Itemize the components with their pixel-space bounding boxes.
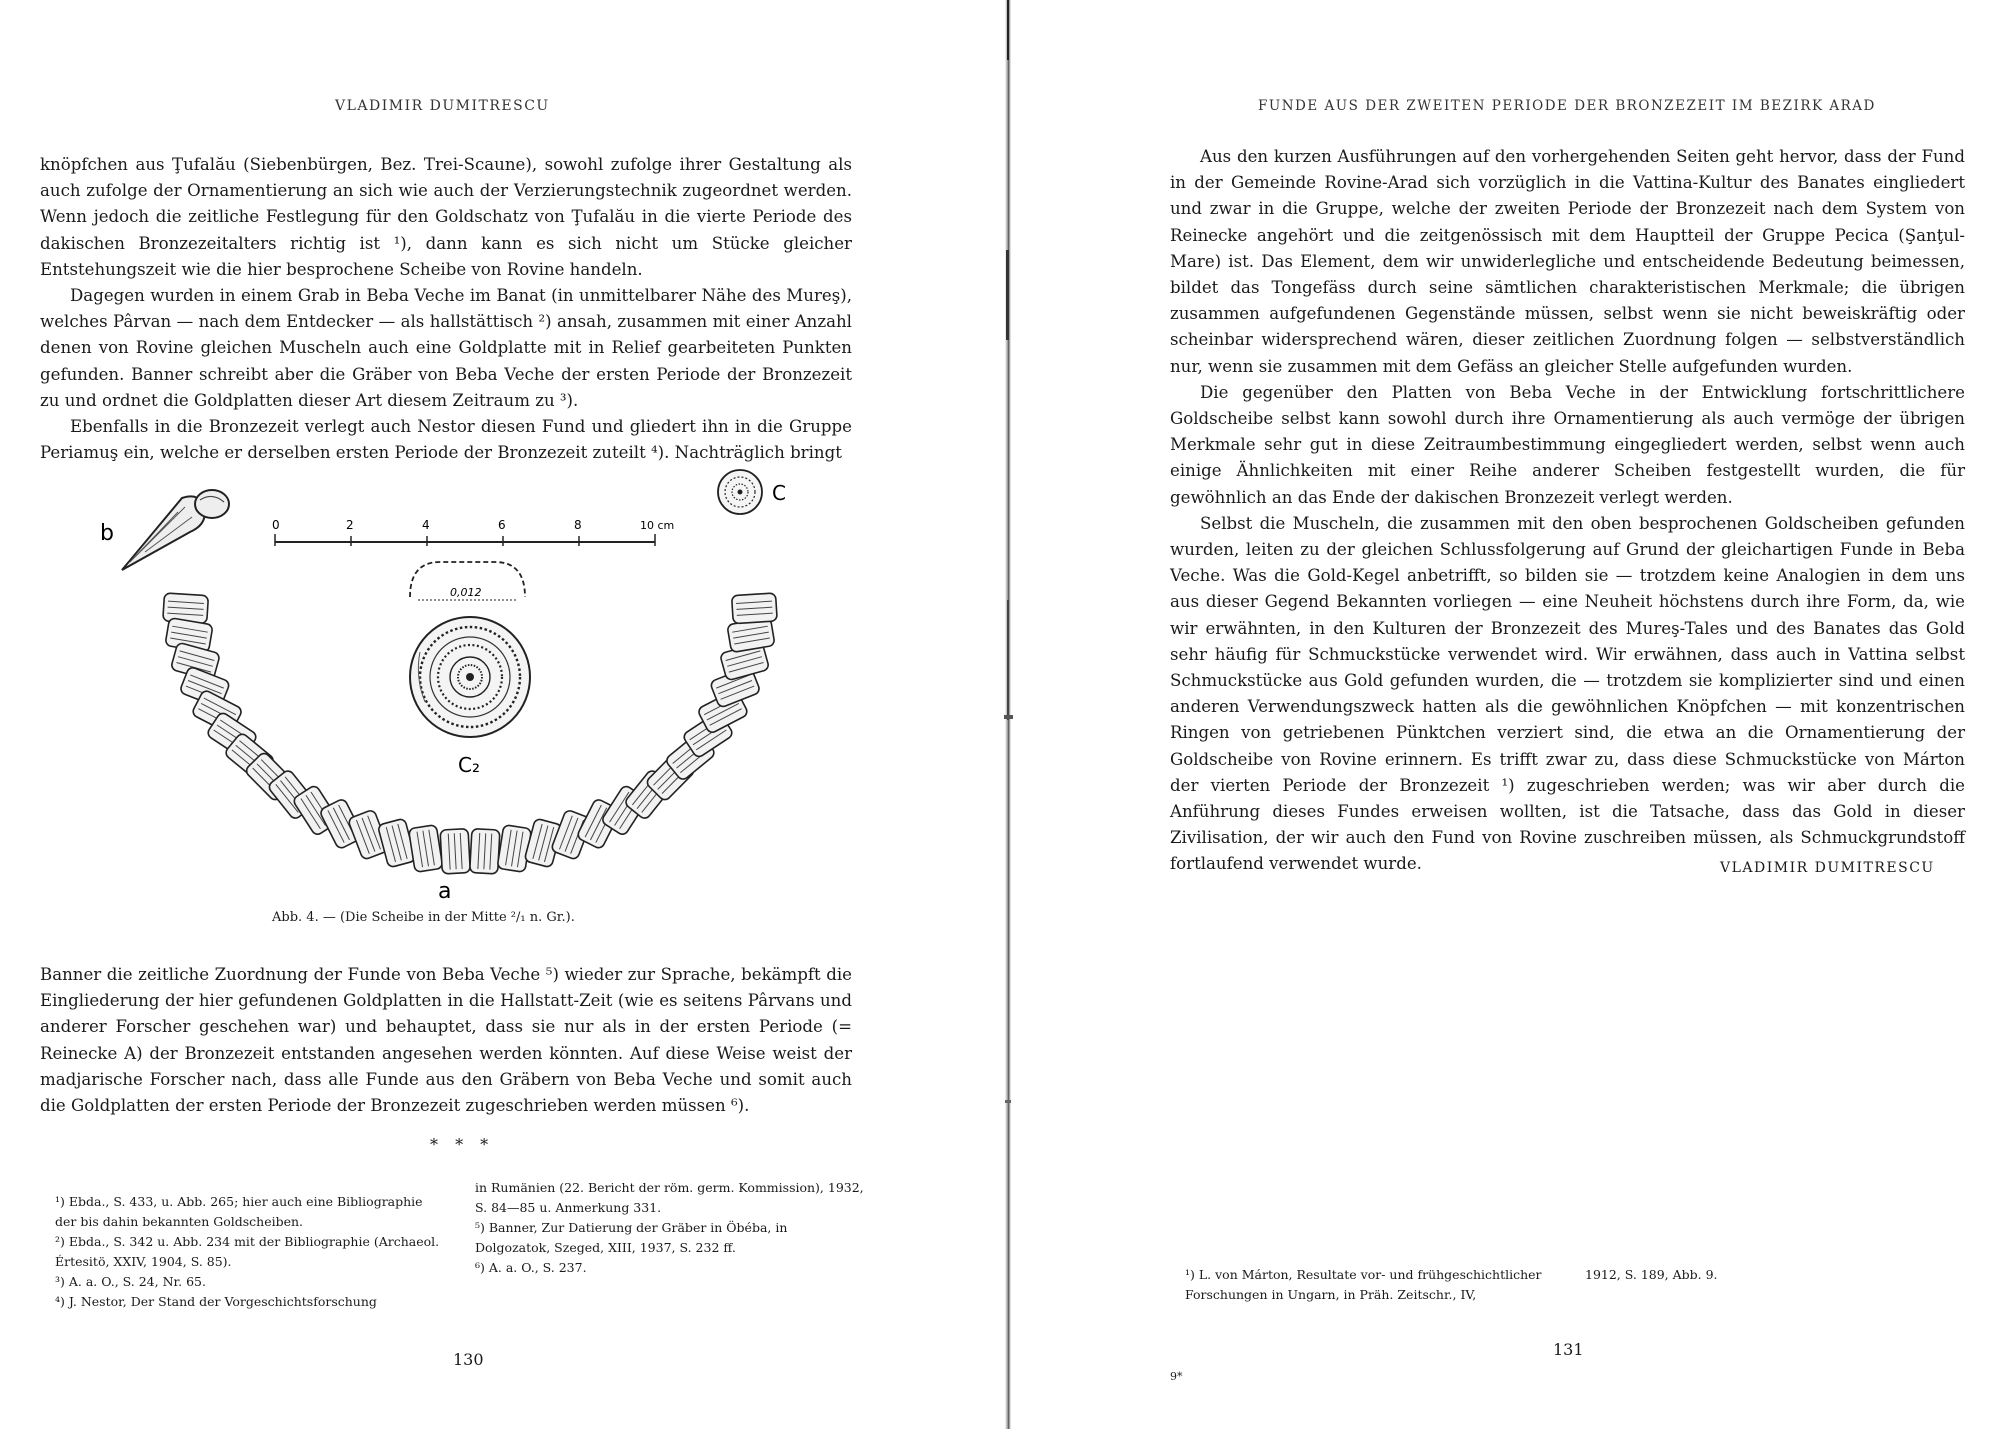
left-body-bottom	[40, 962, 852, 1119]
footnote: ³) A. a. O., S. 24, Nr. 65.	[55, 1274, 206, 1289]
scale-bar	[272, 518, 674, 546]
scale-tick-label: 6	[498, 518, 506, 532]
page-number-left: 130	[453, 1350, 484, 1369]
scale-tick-label: 8	[574, 518, 582, 532]
small-disc-c	[718, 470, 762, 514]
figure-label-c: C	[772, 481, 786, 505]
footnote-text: 1912, S. 189, Abb. 9.	[1585, 1267, 1718, 1282]
signature-mark: 9*	[1170, 1370, 1183, 1383]
paragraph: Dagegen wurden in einem Grab in Beba Veche im Banat (in unmittelbarer Nähe des Mureş), welches Pârvan — nach dem Entdecker — als hallstättisch ²) ansah, zusammen mit einer Anzahl denen von Rovine gleichen Muscheln auch eine Goldplatte mit in Relief gearbeiteten Punkten gefunden. Banner schreibt aber die Gräber von Beba Veche der ersten Periode der Bronzezeit zu und ordnet die Goldplatten dieser Art diesem Zeitraum zu ³).	[40, 286, 852, 410]
paragraph: Selbst die Muscheln, die zusammen mit den oben besprochenen Goldscheiben gefunden wurden, leiten zu der gleichen Schlussfolgerung auf Grund der gleichartigen Funde in Beba Veche. Was die Gold-Kegel anbetrifft, so bilden sie — trotzdem keine Analogien in dem uns aus dieser Gegend Bekannten vorliegen — eine Neuheit höchstens durch ihre Form, da, wie wir erwähnten, in den Kulturen der Bronzezeit des Mureş-Tales und des Banates das Gold sehr häufig für Schmuckstücke verwendet wird. Wir erwähnen, dass auch in Vattina selbst Schmuckstücke aus Gold gefunden wurden, die — trotzdem sie komplizierter sind und einen anderen Verwendungszweck hatten als die gewöhnlichen Knöpfchen — mit konzentrischen Ringen von getriebenen Pünktchen verziert sind, die etwa an die Ornamentierung der Goldscheibe von Rovine erinnern. Es trifft zwar zu, dass diese Schmuckstücke von Márton der vierten Periode der Bronzezeit ¹) zugeschrieben werden; was wir aber durch die Anführung dieses Fundes erweisen wollten, ist die Tatsache, dass das Gold in dieser Zivilisation, der wir auch den Fund von Rovine zuschreiben müssen, als Schmuckgrundstoff fortlaufend verwendet wurde.	[1170, 513, 1965, 874]
paragraph: Banner die zeitliche Zuordnung der Funde von Beba Veche ⁵) wieder zur Sprache, bekämpft die Eingliederung der hier gefundenen Goldplatten in die Hallstatt-Zeit (wie es seitens Pârvans und anderer Forscher geschehen war) und behauptet, dass sie nur als in der ersten Periode (= Reinecke A) der Bronzezeit entstanden angesehen werden könnten. Auf diese Weise weist der madjarische Forscher nach, dass alle Funde aus den Gräbern von Beba Veche und somit auch die Goldplatten der ersten Periode der Bronzezeit zugeschrieben werden müssen ⁶).	[40, 965, 852, 1116]
paragraph: Ebenfalls in die Bronzezeit verlegt auch Nestor diesen Fund und gliedert ihn in die Gruppe Periamuş ein, welche er derselben ersten Periode der Bronzezeit zuteilt ⁴). Nachträglich bringt	[40, 417, 852, 463]
right-page	[1000, 0, 2000, 1429]
right-body	[1170, 144, 1965, 878]
scale-tick-label: 10 cm	[640, 519, 675, 532]
footnote-text: ¹) L. von Márton, Resultate vor- und frühgeschichtlicher Forschungen in Ungarn, in Präh. Zeitschr., IV,	[1185, 1267, 1542, 1302]
paragraph: Die gegenüber den Platten von Beba Veche in der Entwicklung fortschrittlichere Goldscheibe selbst kann sowohl durch ihre Ornamentierung als auch vermöge der übrigen Merkmale sehr gut in diese Zeitraumbestimmung eingegliedert werden, selbst wenn auch einige Ähnlichkeiten mit einer Reihe anderer Scheiben festgestellt wurden, die für gewöhnlich an das Ende der dakischen Bronzezeit verlegt werden.	[1170, 382, 1965, 507]
footnote: ⁶) A. a. O., S. 237.	[475, 1260, 587, 1275]
paragraph: Aus den kurzen Ausführungen auf den vorhergehenden Seiten geht hervor, dass der Fund in der Gemeinde Rovine-Arad sich vorzüglich in die Vattina-Kultur des Banates eingliedert und zwar in die Gruppe, welche der zweiten Periode der Bronzezeit nach dem System von Reinecke angehört und die zeitgenössisch mit dem Hauptteil der Gruppe Pecica (Şanţul-Mare) ist. Das Element, dem wir unwiderlegliche und entscheidende Bedeutung beimessen, bildet das Tongefäss durch seine sämtlichen charakteristischen Merkmale; die übrigen zusammen aufgefundenen Gegenstände müssen, selbst wenn sie nicht beweiskräftig oder scheinbar widersprechend wären, dieser zeitlichen Zuordnung folgen — selbstverständlich nur, wenn sie zusammen mit dem Gefäss an gleicher Stelle aufgefunden wurden.	[1170, 147, 1965, 376]
paragraph: knöpfchen aus Ţufalău (Siebenbürgen, Bez. Trei-Scaune), sowohl zufolge ihrer Gestaltung als auch zufolge der Ornamentierung an sich wie auch der Verzierungstechnik zugeordnet werden. Wenn jedoch die zeitliche Festlegung für den Goldschatz von Ţufalău in die vierte Periode des dakischen Bronzezeitalters richtig ist ¹), dann kann es sich nicht um Stücke gleicher Entstehungszeit wie die hier besprochene Scheibe von Rovine handeln.	[40, 155, 852, 279]
footnote-right-col1	[1185, 1265, 1575, 1305]
scale-tick-label: 4	[422, 518, 430, 532]
footnote-right-col2	[1585, 1265, 1785, 1285]
figure-label-a: a	[438, 879, 452, 902]
section-stars: * * *	[430, 1135, 495, 1154]
gold-cone-b	[122, 490, 229, 570]
author-signature: VLADIMIR DUMITRESCU	[1720, 860, 1935, 876]
scale-tick-label: 0	[272, 518, 280, 532]
running-head-right: FUNDE AUS DER ZWEITEN PERIODE DER BRONZEZEIT IM BEZIRK ARAD	[1258, 98, 1876, 114]
running-head-left: VLADIMIR DUMITRESCU	[335, 98, 550, 114]
footnote: ²) Ebda., S. 342 u. Abb. 234 mit der Bibliographie (Archaeol. Értesitö, XXIV, 1904, S. 85).	[55, 1234, 440, 1269]
left-body-top	[40, 152, 852, 466]
figure-label-b: b	[100, 521, 114, 546]
figure-label-c2: C₂	[458, 753, 480, 777]
gold-disc-c2	[410, 562, 530, 737]
figure-necklace	[100, 462, 800, 902]
figure-caption: Abb. 4. — (Die Scheibe in der Mitte ²/₁ n. Gr.).	[272, 910, 575, 925]
footnote: ⁵) Banner, Zur Datierung der Gräber in Öbéba, in Dolgozatok, Szeged, XIII, 1937, S. 232 ff.	[475, 1220, 788, 1255]
footnotes-left-col2	[475, 1178, 865, 1278]
footnote: ¹) Ebda., S. 433, u. Abb. 265; hier auch eine Bibliographie der bis dahin bekannten Goldscheiben.	[55, 1194, 423, 1229]
scale-tick-label: 2	[346, 518, 354, 532]
dimension-label: 0,012	[450, 586, 482, 599]
page-number-right: 131	[1553, 1340, 1584, 1359]
left-page	[0, 0, 1000, 1429]
footnote: in Rumänien (22. Bericht der röm. germ. Kommission), 1932, S. 84—85 u. Anmerkung 331.	[475, 1180, 864, 1215]
footnotes-left-col1	[55, 1192, 445, 1312]
footnote: ⁴) J. Nestor, Der Stand der Vorgeschichtsforschung	[55, 1294, 377, 1309]
